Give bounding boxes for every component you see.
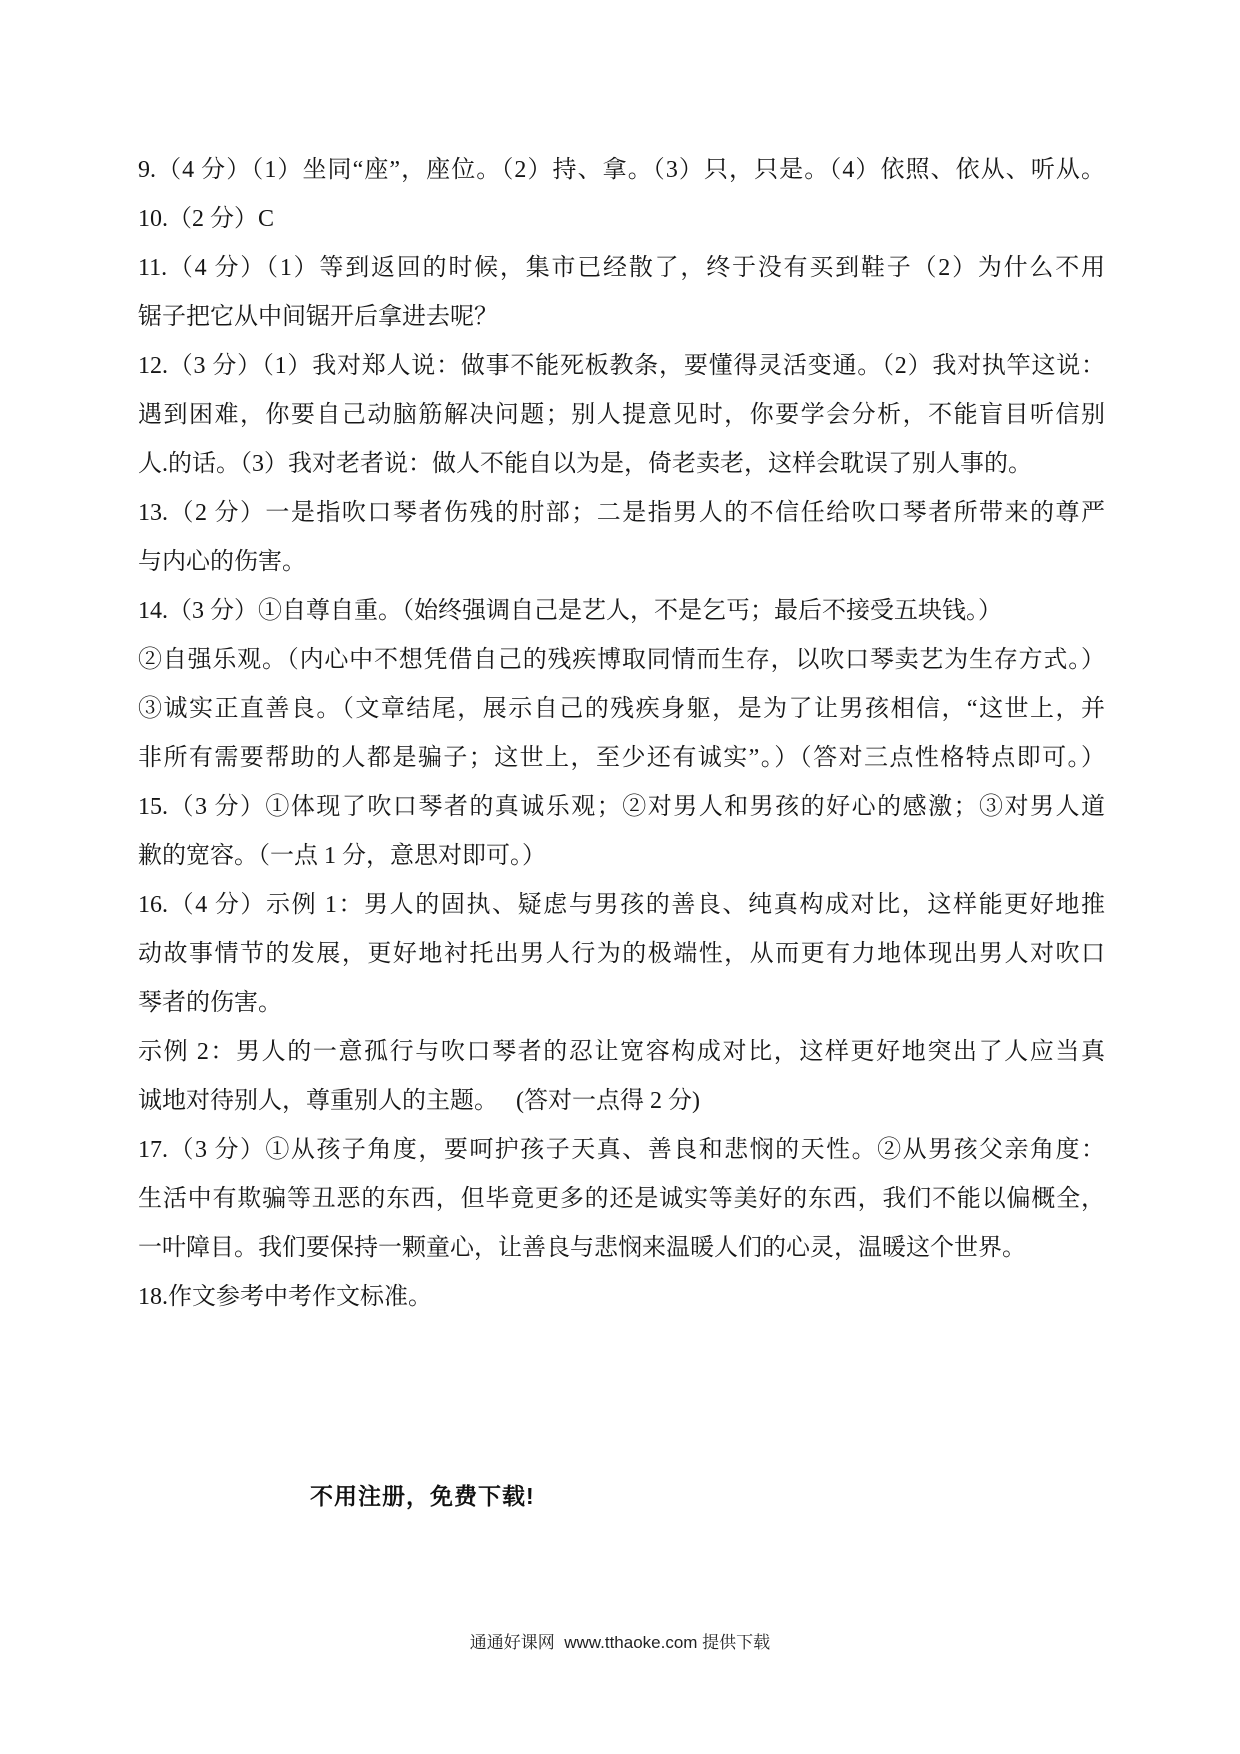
text-line: 诚地对待别人，尊重别人的主题。 (答对一点得 2 分) xyxy=(138,1088,700,1114)
text-line: 动故事情节的发展，更好地衬托出男人行为的极端性，从而更有力地体现出男人对吹口 xyxy=(138,941,1105,967)
promo-text: 不用注册，免费下载! xyxy=(310,1483,535,1509)
text-line: 10.（2 分）C xyxy=(138,206,275,232)
text-line: 16.（4 分）示例 1：男人的固执、疑虑与男孩的善良、纯真构成对比，这样能更好地推 xyxy=(138,892,1105,918)
text-line: 生活中有欺骗等丑恶的东西，但毕竟更多的还是诚实等美好的东西，我们不能以偏概全， xyxy=(138,1186,1105,1212)
text-line: 11.（4 分）（1）等到返回的时候，集市已经散了，终于没有买到鞋子（2）为什么不用 xyxy=(138,255,1105,281)
text-line: 示例 2：男人的一意孤行与吹口琴者的忍让宽容构成对比，这样更好地突出了人应当真 xyxy=(138,1039,1105,1065)
text-line: 非所有需要帮助的人都是骗子；这世上，至少还有诚实”。）（答对三点性格特点即可。） xyxy=(138,745,1105,771)
text-line: 遇到困难，你要自己动脑筋解决问题；别人提意见时，你要学会分析，不能盲目听信别 xyxy=(138,402,1105,428)
text-line: 17.（3 分）①从孩子角度，要呵护孩子天真、善良和悲悯的天性。②从男孩父亲角度： xyxy=(138,1137,1105,1163)
text-line: ③诚实正直善良。（文章结尾，展示自己的残疾身躯，是为了让男孩相信，“这世上，并 xyxy=(138,696,1105,722)
text-line: 14.（3 分）①自尊自重。（始终强调自己是艺人，不是乞丐；最后不接受五块钱。） xyxy=(138,598,1002,624)
text-line: 9.（4 分）（1）坐同“座”，座位。（2）持、拿。（3）只，只是。（4）依照、依从、听从。 xyxy=(138,157,1105,183)
text-line: ②自强乐观。（内心中不想凭借自己的残疾博取同情而生存，以吹口琴卖艺为生存方式。） xyxy=(138,647,1105,673)
text-line: 琴者的伤害。 xyxy=(138,990,282,1016)
text-line: 13.（2 分）一是指吹口琴者伤残的肘部；二是指男人的不信任给吹口琴者所带来的尊严 xyxy=(138,500,1105,526)
text-line: 一叶障目。我们要保持一颗童心，让善良与悲悯来温暖人们的心灵，温暖这个世界。 xyxy=(138,1235,1026,1261)
text-line: 12.（3 分）（1）我对郑人说：做事不能死板教条，要懂得灵活变通。（2）我对执竿这说： xyxy=(138,353,1105,379)
footer-credit: 通通好课网 www.tthaoke.com 提供下载 xyxy=(469,1633,771,1652)
text-line: 15.（3 分）①体现了吹口琴者的真诚乐观；②对男人和男孩的好心的感激；③对男人道 xyxy=(138,794,1105,820)
answer-key-text xyxy=(138,146,1105,1322)
text-line: 人.的话。（3）我对老者说：做人不能自以为是，倚老卖老，这样会耽误了别人事的。 xyxy=(138,451,1032,477)
text-line: 歉的宽容。（一点 1 分，意思对即可。） xyxy=(138,843,546,869)
text-line: 18.作文参考中考作文标准。 xyxy=(138,1284,432,1310)
text-line: 锯子把它从中间锯开后拿进去呢？ xyxy=(138,304,498,330)
text-line: 与内心的伤害。 xyxy=(138,549,306,575)
